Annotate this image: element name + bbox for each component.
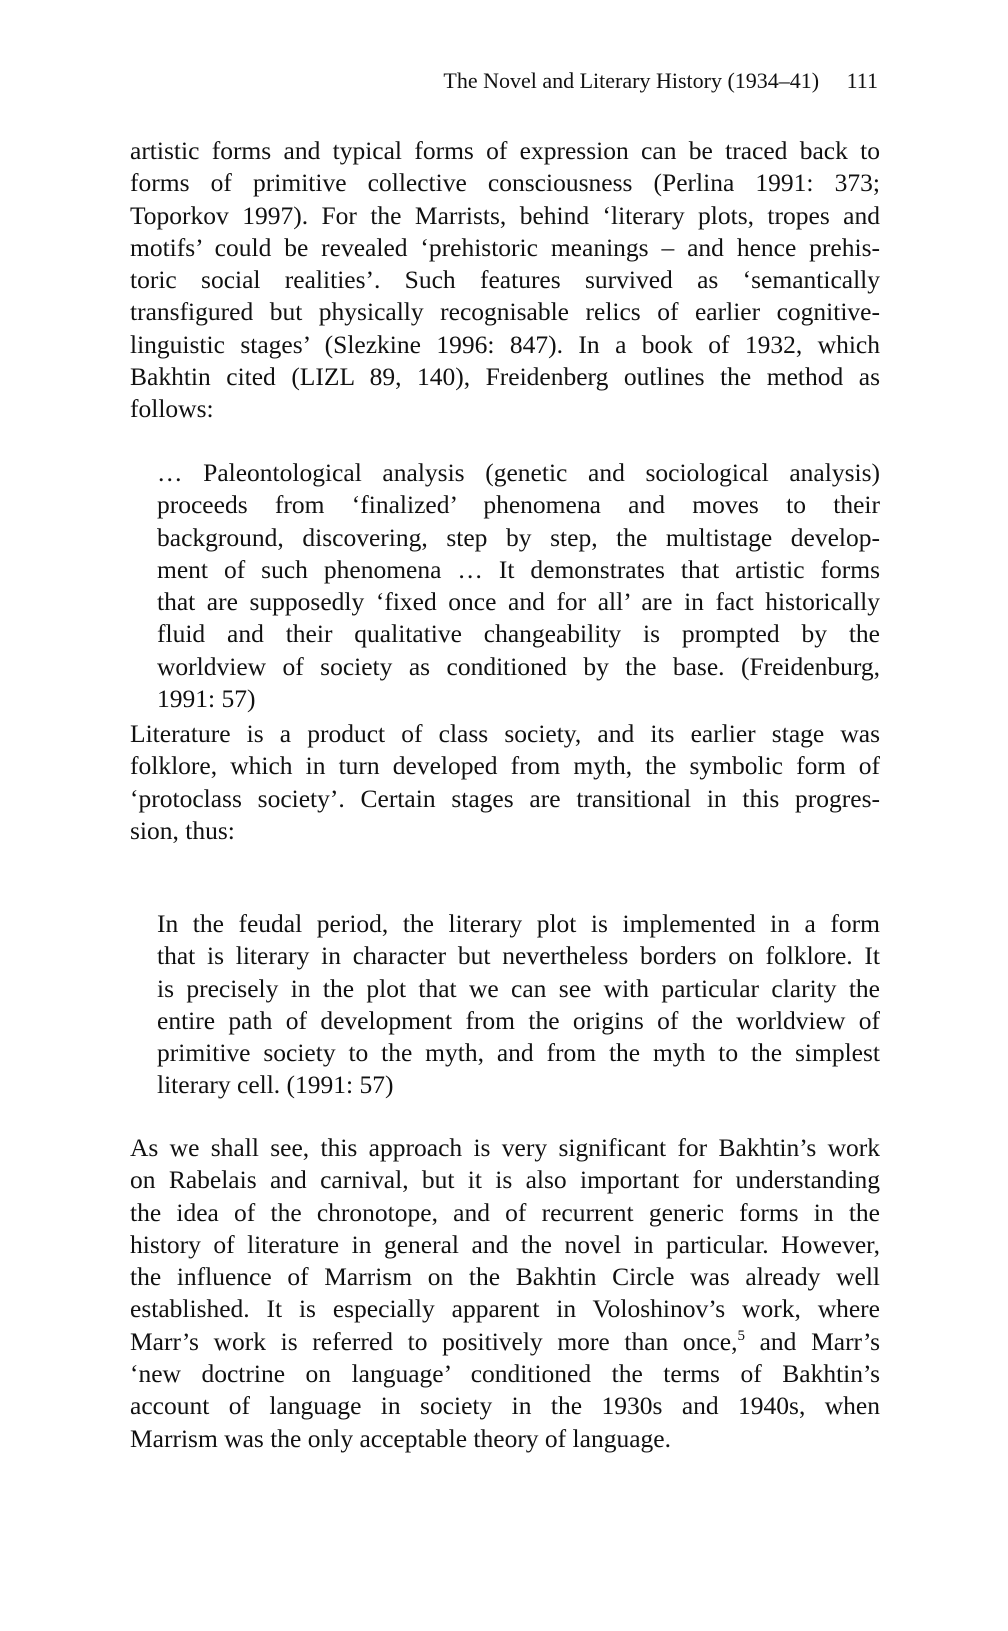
block-quote-2: [157, 908, 880, 1102]
page-number: 111: [846, 68, 878, 93]
text-line: As we shall see, this approach is very significant for Bakhtin’s work: [130, 1133, 880, 1162]
text-line: … Paleontological analysis (genetic and sociological analysis): [157, 458, 880, 487]
body-paragraph-1: [130, 135, 880, 426]
text-line: the idea of the chronotope, and of recurrent generic forms in the: [130, 1197, 880, 1227]
text-line: the influence of Marrism on the Bakhtin Circle was already well: [130, 1262, 880, 1292]
text-line: Marrism was the only acceptable theory of language.: [130, 1423, 671, 1453]
text-line: is precisely in the plot that we can see with particular clarity the: [157, 973, 880, 1003]
text-line: on Rabelais and carnival, but it is also important for understanding: [130, 1165, 880, 1195]
line-text-cont: and Marr’s: [744, 1326, 881, 1356]
block-quote-1: [157, 457, 880, 715]
body-paragraph-2: [130, 718, 880, 847]
text-line: worldview of society as conditioned by the base. (Freidenburg,: [157, 651, 880, 681]
text-line: fluid and their qualitative changeability is prompted by the: [157, 619, 880, 649]
text-line: entire path of development from the origins of the worldview of: [157, 1005, 880, 1035]
text-line: background, discovering, step by step, the multistage develop-: [157, 522, 880, 552]
text-line: proceeds from ‘finalized’ phenomena and moves to their: [157, 490, 880, 520]
text-line: Toporkov 1997). For the Marrists, behind ‘literary plots, tropes and: [130, 200, 880, 230]
text-line: ‘new doctrine on language’ conditioned the terms of Bakhtin’s: [130, 1359, 880, 1389]
body-paragraph-3: [130, 1132, 880, 1455]
footnote-ref[interactable]: 5: [737, 1327, 745, 1344]
text-line: ‘protoclass society’. Certain stages are transitional in this progres-: [130, 783, 880, 813]
text-line: 1991: 57): [157, 684, 256, 714]
text-line: account of language in society in the 1930s and 1940s, when: [130, 1391, 880, 1421]
text-line: Bakhtin cited (LIZL 89, 140), Freidenberg outlines the method as: [130, 362, 880, 392]
running-head-title: The Novel and Literary History (1934–41): [443, 68, 820, 93]
line-text: Marr’s work is referred to positively more than once,: [130, 1326, 738, 1356]
text-line: forms of primitive collective consciousness (Perlina 1991: 373;: [130, 168, 880, 198]
text-line: literary cell. (1991: 57): [157, 1070, 394, 1100]
text-line: In the feudal period, the literary plot is implemented in a form: [157, 909, 880, 938]
text-line: ment of such phenomena … It demonstrates that artistic forms: [157, 554, 880, 584]
text-line: linguistic stages’ (Slezkine 1996: 847). In a book of 1932, which: [130, 329, 880, 359]
text-line: sion, thus:: [130, 815, 235, 845]
text-line: that are supposedly ‘fixed once and for all’ are in fact historically: [157, 587, 880, 617]
text-line: transfigured but physically recognisable relics of earlier cognitive-: [130, 297, 880, 327]
text-line: that is literary in character but nevertheless borders on folklore. It: [157, 941, 880, 971]
text-line: motifs’ could be revealed ‘prehistoric meanings – and hence prehis-: [130, 232, 880, 262]
text-line: toric social realities’. Such features survived as ‘semantically: [130, 265, 880, 295]
text-line: primitive society to the myth, and from the myth to the simplest: [157, 1038, 880, 1068]
text-line: established. It is especially apparent in Voloshinov’s work, where: [130, 1294, 880, 1324]
text-line: history of literature in general and the novel in particular. However,: [130, 1229, 880, 1259]
text-line: follows:: [130, 394, 214, 424]
text-line-with-footnote: [130, 1326, 880, 1358]
text-line: artistic forms and typical forms of expression can be traced back to: [130, 136, 880, 165]
text-line: folklore, which in turn developed from myth, the symbolic form of: [130, 751, 880, 781]
text-line: Literature is a product of class society, and its earlier stage was: [130, 719, 880, 748]
running-head: [443, 68, 878, 94]
